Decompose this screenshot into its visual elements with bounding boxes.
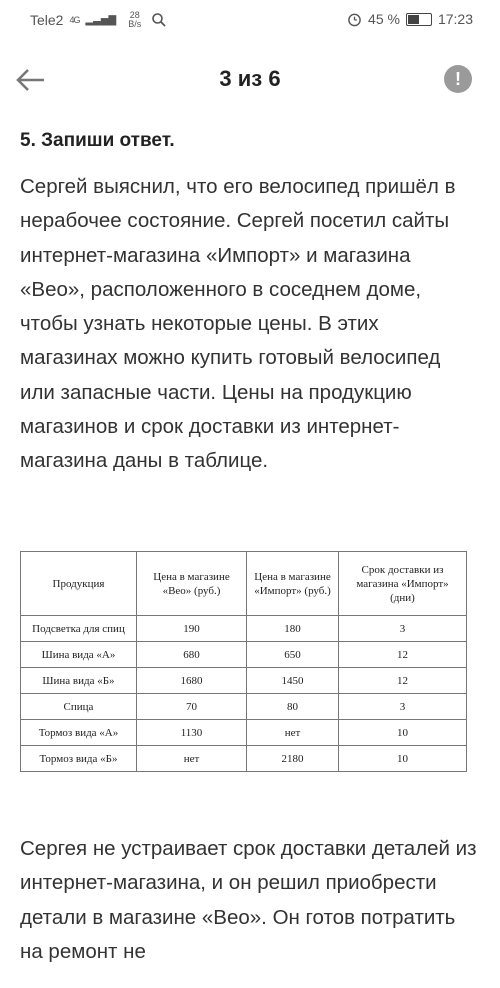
table-cell: 1130 [137, 720, 247, 746]
table-cell: 1450 [247, 668, 339, 694]
status-bar [0, 0, 500, 40]
price-table [20, 551, 467, 772]
column-header: Продукция [21, 552, 137, 616]
table-cell: 80 [247, 694, 339, 720]
table-row [21, 642, 467, 668]
column-header: Цена в магазине «Импорт» (руб.) [247, 552, 339, 616]
carrier-name: Tele2 [30, 12, 64, 28]
table-cell: 180 [247, 616, 339, 642]
search-icon [151, 12, 167, 28]
battery-level-fill [408, 15, 419, 24]
network-speed [128, 11, 141, 29]
app-bar [0, 50, 500, 110]
table-cell: Подсветка для спиц [21, 616, 137, 642]
signal-icon: ▂▃▅▇ [85, 14, 117, 26]
table-cell: 3 [339, 694, 467, 720]
report-button[interactable] [444, 65, 472, 93]
table-cell: 190 [137, 616, 247, 642]
table-cell: 3 [339, 616, 467, 642]
task-text: Сергей выяснил, что его велосипед пришёл в нерабочее состояние. Сергей посетил сайты интернет-магазина «Импорт» и магазина «Вео», расположенного в соседнем доме, чтобы узнать некоторые цены. В этих магазинах можно купить готовый велосипед или запасные части. Цены на продукцию магазинов и срок доставки из интернет-магазина даны в таблице. [20, 175, 456, 473]
table-cell: Тормоз вида «А» [21, 720, 137, 746]
status-right [347, 11, 473, 27]
table-cell: 70 [137, 694, 247, 720]
table-cell: 1680 [137, 668, 247, 694]
table-cell: 12 [339, 668, 467, 694]
table-row [21, 694, 467, 720]
table-cell: 12 [339, 642, 467, 668]
table-row [21, 668, 467, 694]
task-title: 5. Запиши ответ. [20, 130, 175, 151]
table-cell: 680 [137, 642, 247, 668]
alarm-clock-icon [347, 12, 362, 27]
price-table-grid [20, 551, 467, 772]
table-row [21, 616, 467, 642]
speed-value: 28 [129, 10, 140, 20]
table-cell: Спица [21, 694, 137, 720]
clock-time: 17:23 [437, 11, 473, 27]
status-left [30, 11, 167, 29]
network-type: 4G [69, 15, 80, 25]
exclamation-icon: ! [455, 69, 461, 89]
battery-icon [406, 13, 432, 26]
table-cell: нет [247, 720, 339, 746]
table-header-row [21, 552, 467, 616]
table-cell: нет [137, 746, 247, 772]
table-cell: Шина вида «А» [21, 642, 137, 668]
column-header: Срок доставки из магазина «Импорт» (дни) [339, 552, 467, 616]
table-cell: 10 [339, 720, 467, 746]
table-cell: 650 [247, 642, 339, 668]
table-cell: 10 [339, 746, 467, 772]
table-row [21, 720, 467, 746]
table-cell: Тормоз вида «Б» [21, 746, 137, 772]
table-cell: 2180 [247, 746, 339, 772]
table-cell: Шина вида «Б» [21, 668, 137, 694]
speed-unit: B/s [128, 19, 142, 29]
table-row [21, 746, 467, 772]
battery-percent: 45 % [368, 11, 400, 27]
task-text-continued: Сергея не устраивает срок доставки деталей из интернет-магазина, и он решил приобрести детали в магазине «Вео». Он готов потратить на ремонт не [20, 837, 477, 963]
column-header: Цена в магазине «Вео» (руб.) [137, 552, 247, 616]
page-title: 3 из 6 [219, 66, 281, 91]
